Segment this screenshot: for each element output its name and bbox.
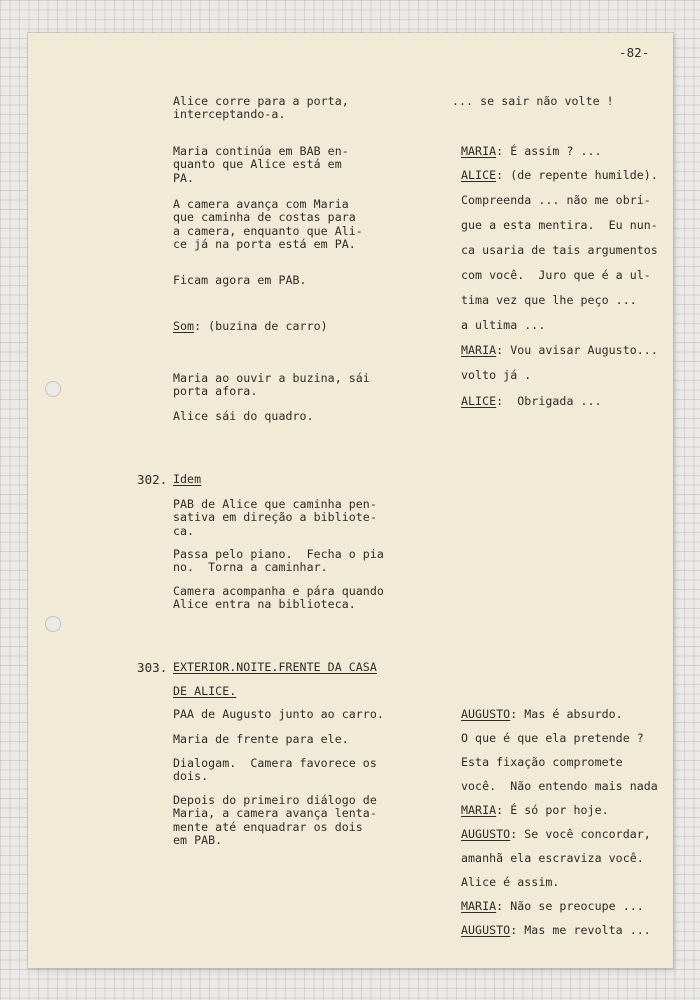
direction-text: Alice corre para a porta, interceptando-a.	[173, 94, 349, 122]
direction-text: Alice sái do quadro.	[173, 409, 314, 423]
dialogue-line: Alice é assim.	[461, 875, 560, 889]
scene-heading: EXTERIOR.NOITE.FRENTE DA CASA	[173, 660, 377, 674]
binder-hole	[45, 616, 61, 632]
speaker-name: AUGUSTO	[461, 827, 511, 841]
dialogue-line: Compreenda ... não me obri-	[461, 193, 651, 207]
dialogue-line: ALICE: Obrigada ...	[461, 394, 602, 408]
sound-cue: Som: (buzina de carro)	[173, 319, 328, 333]
dialogue-line: com você. Juro que é a ul-	[461, 268, 651, 282]
dialogue-line: você. Não entendo mais nada	[461, 779, 658, 793]
direction-text: Depois do primeiro diálogo de Maria, a camera avança lenta- mente até enquadrar os dois em PAB.	[173, 793, 377, 848]
dialogue-line: MARIA: É assim ? ...	[461, 144, 602, 158]
dialogue-line: AUGUSTO: Mas é absurdo.	[461, 707, 623, 721]
dialogue-line: O que é que ela pretende ?	[461, 731, 644, 745]
dialogue-line: tima vez que lhe peço ...	[461, 293, 637, 307]
scene-heading: DE ALICE.	[173, 684, 237, 698]
direction-text: Maria continúa em BAB en- quanto que Alice está em PA.	[173, 144, 349, 185]
dialogue-line: ALICE: (de repente humilde).	[461, 168, 658, 182]
speaker-name: AUGUSTO	[461, 707, 511, 721]
speaker-name: MARIA	[461, 803, 497, 817]
direction-text: Ficam agora em PAB.	[173, 273, 307, 287]
dialogue-line: a ultima ...	[461, 318, 546, 332]
scene-number: 302.	[137, 472, 168, 487]
binder-hole	[45, 381, 61, 397]
dialogue-line: volto já .	[461, 368, 532, 382]
direction-text: Passa pelo piano. Fecha o pia no. Torna a caminhar.	[173, 547, 384, 575]
direction-text: PAB de Alice que caminha pen- sativa em direção a bibliote- ca.	[173, 497, 377, 538]
speaker-name: AUGUSTO	[461, 923, 511, 937]
dialogue-line: AUGUSTO: Se você concordar,	[461, 827, 651, 841]
dialogue-line: ... se sair não volte !	[452, 94, 614, 108]
dialogue-line: Esta fixação compromete	[461, 755, 623, 769]
typewritten-page	[28, 33, 673, 968]
speaker-name: MARIA	[461, 343, 497, 357]
dialogue-line: ca usaria de tais argumentos	[461, 243, 658, 257]
direction-text: Camera acompanha e pára quando Alice entra na biblioteca.	[173, 584, 384, 612]
dialogue-line: MARIA: Vou avisar Augusto...	[461, 343, 658, 357]
scene-heading: Idem	[173, 472, 202, 486]
scene-number: 303.	[137, 660, 168, 675]
direction-text: PAA de Augusto junto ao carro.	[173, 707, 384, 721]
page-number: -82-	[619, 45, 650, 60]
sound-label: Som	[173, 319, 195, 333]
speaker-name: ALICE	[461, 394, 497, 408]
dialogue-line: amanhã ela escraviza você.	[461, 851, 644, 865]
direction-text: Maria ao ouvir a buzina, sái porta afora.	[173, 371, 370, 399]
direction-text: Dialogam. Camera favorece os dois.	[173, 756, 377, 784]
speaker-name: MARIA	[461, 899, 497, 913]
speaker-name: MARIA	[461, 144, 497, 158]
dialogue-line: AUGUSTO: Mas me revolta ...	[461, 923, 651, 937]
direction-text: A camera avança com Maria que caminha de costas para a camera, enquanto que Ali- ce já na porta está em PA.	[173, 197, 363, 252]
direction-text: Maria de frente para ele.	[173, 732, 349, 746]
dialogue-line: gue a esta mentira. Eu nun-	[461, 218, 658, 232]
speaker-name: ALICE	[461, 168, 497, 182]
dialogue-line: MARIA: Não se preocupe ...	[461, 899, 644, 913]
dialogue-line: MARIA: É só por hoje.	[461, 803, 609, 817]
